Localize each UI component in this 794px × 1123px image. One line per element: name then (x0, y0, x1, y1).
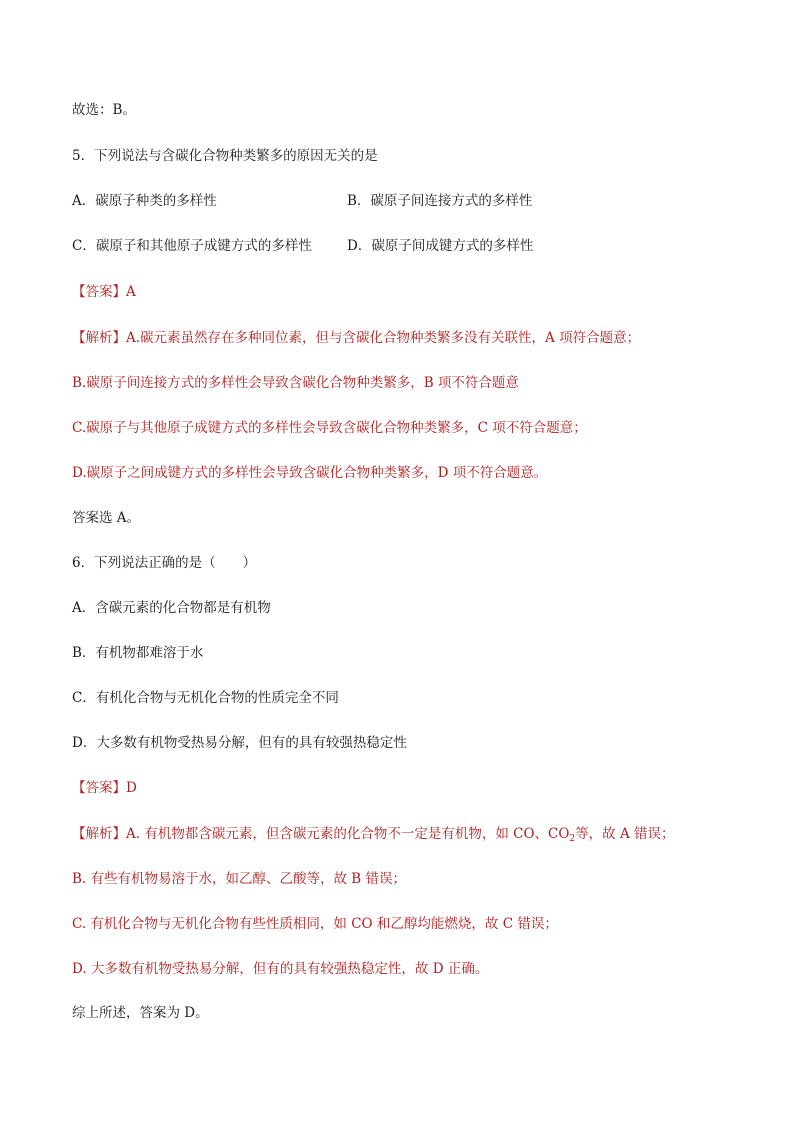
q6-analysis-c: C. 有机化合物与无机化合物有些性质相同，如 CO 和乙醇均能燃烧，故 C 错误； (72, 916, 558, 932)
q5-analysis-a (72, 328, 640, 348)
q5-analysis-c: C.碳原子与其他原子成键方式的多样性会导致含碳化合物种类繁多，C 项不符合题意； (72, 420, 587, 436)
q5-stem: 5．下列说法与含碳化合物种类繁多的原因无关的是 (72, 148, 378, 164)
q6-option-a: A．含碳元素的化合物都是有机物 (72, 600, 271, 616)
q6-option-d: D．大多数有机物受热易分解，但有的具有较强热稳定性 (72, 735, 407, 751)
q5-answer (72, 282, 136, 302)
q6-analysis-d: D. 大多数有机物受热易分解，但有的具有较强热稳定性，故 D 正确。 (72, 961, 489, 977)
q5-analysis-label: 【解析】 (72, 330, 126, 346)
q5-option-a: A．碳原子种类的多样性 (72, 193, 217, 209)
q6-analysis-a (72, 824, 675, 844)
q6-analysis-a-post: 等，故 A 错误； (575, 826, 675, 842)
q5-conclusion: 答案选 A。 (72, 510, 141, 526)
q6-conclusion: 综上所述，答案为 D。 (72, 1005, 209, 1021)
q6-analysis-b: B. 有些有机物易溶于水，如乙醇、乙酸等，故 B 错误； (72, 871, 407, 887)
prev-conclusion: 故选：B。 (72, 102, 136, 118)
q6-analysis-a-sub: 2 (569, 834, 576, 844)
q6-analysis-label: 【解析】 (72, 826, 126, 842)
q5-answer-value: A (126, 284, 136, 300)
q6-analysis-a-pre: A. 有机物都含碳元素，但含碳元素的化合物不一定是有机物，如 CO、CO (126, 826, 570, 842)
q6-stem: 6．下列说法正确的是（ ） (72, 555, 257, 571)
q6-answer-label: 【答案】 (72, 780, 126, 796)
q5-option-d: D．碳原子间成键方式的多样性 (347, 238, 534, 254)
q6-answer (72, 778, 137, 798)
q5-analysis-text-a: A.碳元素虽然存在多种同位素，但与含碳化合物种类繁多没有关联性，A 项符合题意； (126, 330, 641, 346)
q5-analysis-d: D.碳原子之间成键方式的多样性会导致含碳化合物种类繁多，D 项不符合题意。 (72, 465, 548, 481)
q5-option-c: C．碳原子和其他原子成键方式的多样性 (72, 238, 312, 254)
q6-answer-value: D (126, 780, 137, 796)
q5-analysis-b: B.碳原子间连接方式的多样性会导致含碳化合物种类繁多，B 项不符合题意 (72, 375, 519, 391)
q5-answer-label: 【答案】 (72, 284, 126, 300)
q6-option-b: B．有机物都难溶于水 (72, 645, 204, 661)
q5-option-b: B．碳原子间连接方式的多样性 (347, 193, 533, 209)
q6-option-c: C．有机化合物与无机化合物的性质完全不同 (72, 690, 339, 706)
